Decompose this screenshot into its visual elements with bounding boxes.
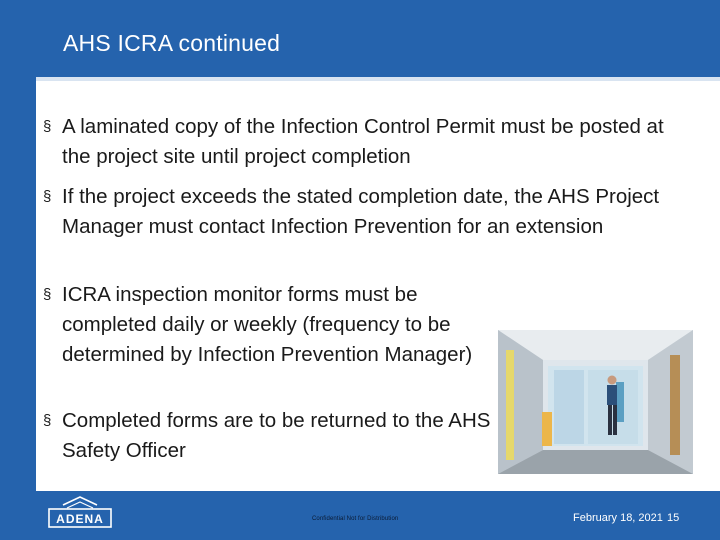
slide-title: AHS ICRA continued xyxy=(63,30,281,56)
page-number: 15 xyxy=(667,512,680,524)
adena-logo xyxy=(47,496,113,530)
confidential-notice: Confidential Not for Distribution xyxy=(312,516,399,522)
bullet-text: Completed forms are to be returned to the AHS Safety Officer xyxy=(62,409,491,462)
bullet-mark: § xyxy=(43,286,52,303)
bullet-text: ICRA inspection monitor forms must be completed daily or weekly (frequency to be determined by Infection Prevention Manager) xyxy=(62,283,473,366)
bullet-item xyxy=(43,112,683,172)
bullet-mark: § xyxy=(43,188,52,205)
bullet-text: If the project exceeds the stated completion date, the AHS Project Manager must contact Infection Prevention for an extension xyxy=(62,185,660,238)
bullet-mark: § xyxy=(43,118,52,135)
bullet-item xyxy=(43,406,493,466)
construction-barrier-photo xyxy=(498,330,693,474)
footer-date: February 18, 2021 xyxy=(573,512,663,524)
content-area xyxy=(36,81,720,491)
logo-text: ADENA xyxy=(56,512,104,526)
bullet-text: A laminated copy of the Infection Control Permit must be posted at the project site until project completion xyxy=(62,115,664,168)
barrier-photo-illustration xyxy=(498,330,693,474)
bullet-item xyxy=(43,182,683,242)
bullet-mark: § xyxy=(43,412,52,429)
bullet-item xyxy=(43,280,493,370)
adena-logo-icon xyxy=(47,496,113,530)
